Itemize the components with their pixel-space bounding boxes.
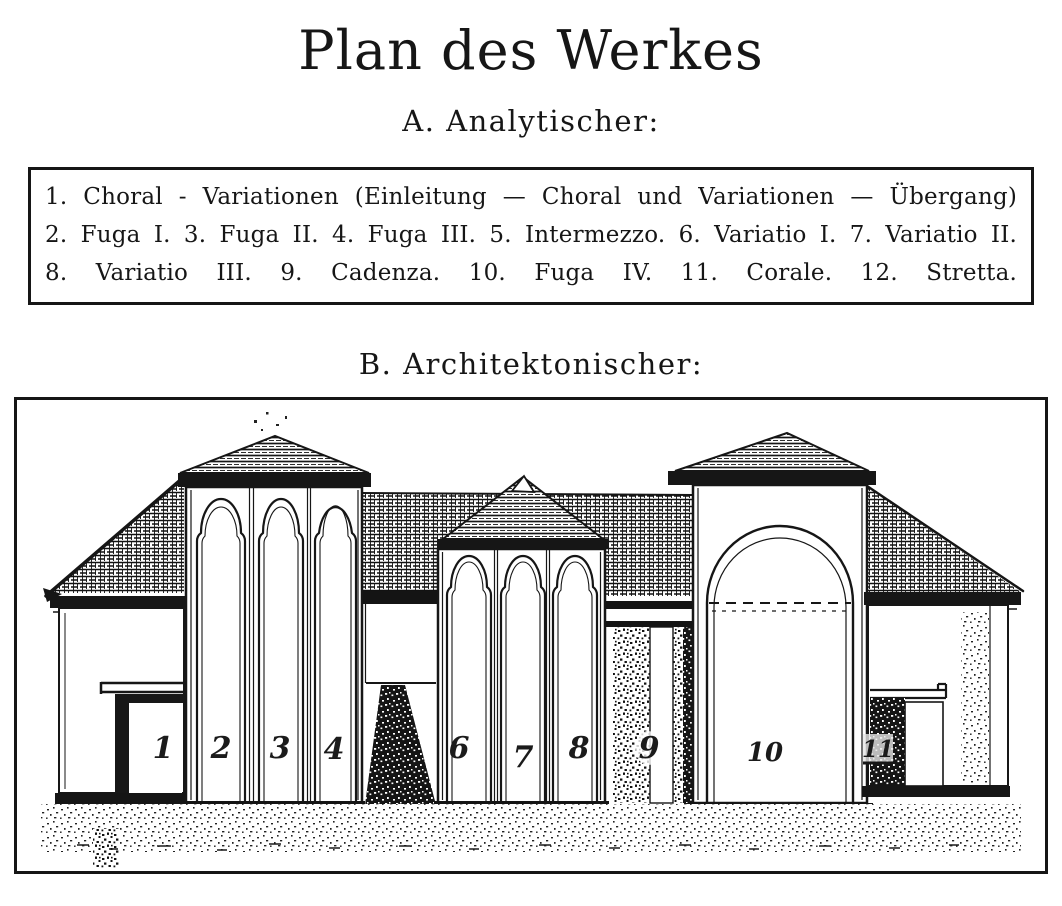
movement-number-10: 10 bbox=[746, 737, 784, 768]
analytic-line-2: 2. Fuga I. 3. Fuga II. 4. Fuga III. 5. Intermezzo. 6. Variatio I. 7. Variatio II. bbox=[45, 221, 1017, 248]
architectural-plan-box bbox=[14, 397, 1048, 874]
analytic-plan-box bbox=[28, 167, 1034, 305]
movement-number-8: 8 bbox=[568, 730, 590, 766]
movement-number-3: 3 bbox=[269, 730, 291, 766]
peak-speckles bbox=[254, 412, 287, 431]
movement-number-4: 4 bbox=[323, 731, 345, 767]
movement-number-6: 6 bbox=[448, 730, 470, 766]
ground bbox=[41, 804, 1021, 868]
movement-number-2: 2 bbox=[210, 730, 232, 766]
gap-shadow-left bbox=[362, 591, 438, 805]
section-b-heading: B. Architektonischer: bbox=[358, 346, 704, 381]
movement-number-9: 9 bbox=[638, 730, 660, 766]
right-wing bbox=[862, 592, 1021, 797]
analytic-line-3: 8. Variatio III. 9. Cadenza. 10. Fuga IV. 11. Corale. 12. Stretta. bbox=[45, 259, 1017, 286]
analytic-line-1: 1. Choral - Variationen (Einleitung — Choral und Variationen — Übergang) bbox=[45, 183, 1017, 210]
architectural-drawing bbox=[17, 400, 1045, 871]
page-title: Plan des Werkes bbox=[298, 19, 764, 82]
gap-shadow-right bbox=[600, 596, 693, 803]
section-a-heading: A. Analytischer: bbox=[402, 104, 660, 139]
movement-number-11: 11 bbox=[861, 735, 895, 763]
movement-number-7: 7 bbox=[512, 739, 534, 775]
left-wing bbox=[50, 596, 188, 804]
movement-number-1: 1 bbox=[152, 730, 174, 766]
